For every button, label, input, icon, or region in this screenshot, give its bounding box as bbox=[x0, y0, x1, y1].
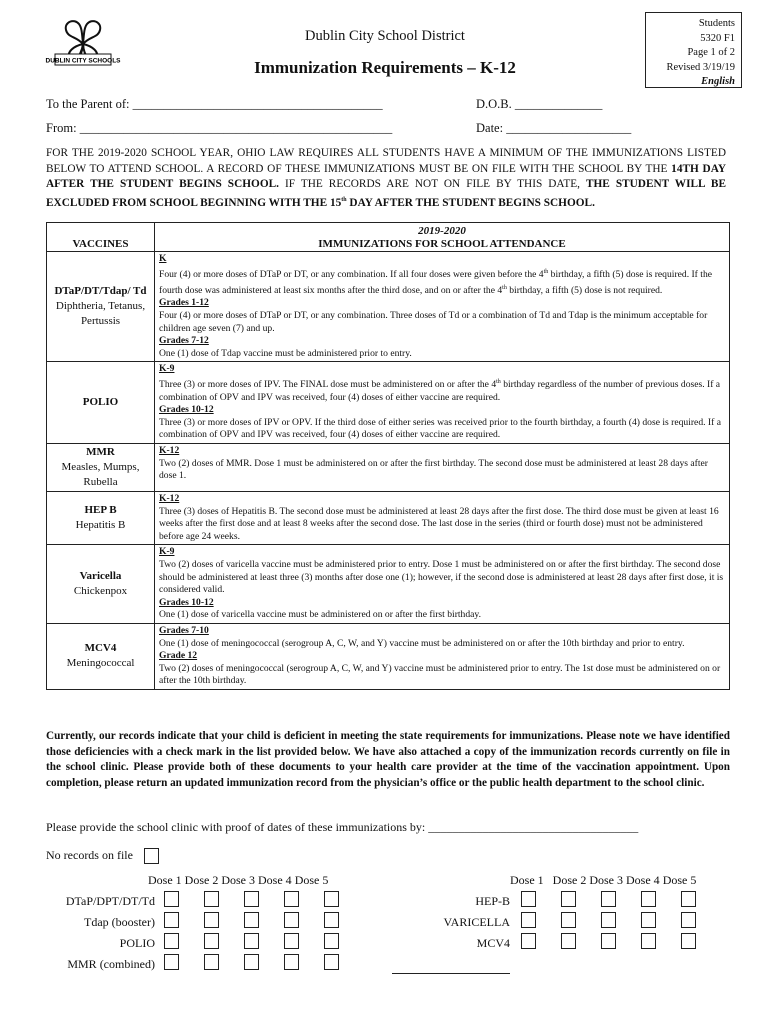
dose-checkbox[interactable] bbox=[641, 912, 656, 928]
intro-paragraph bbox=[46, 146, 726, 211]
grade-label: Grades 10-12 bbox=[159, 596, 214, 608]
requirement-text: Three (3) doses of Hepatitis B. The second dose must be administered at least 28 days after the first dose. The third dose must be given at least 16 weeks after the first dose and at least 8 weeks after the second dose. The last dose in the series (third or fourth dose) must not be administered before age 24 weeks. bbox=[159, 505, 719, 542]
dose-checkbox[interactable] bbox=[204, 912, 219, 928]
dose-checkbox[interactable] bbox=[244, 912, 259, 928]
id-line-3: Page 1 of 2 bbox=[687, 47, 735, 58]
dose-checkbox[interactable] bbox=[324, 891, 339, 907]
vaccine-sub: Measles, Mumps, Rubella bbox=[61, 461, 140, 489]
grade-label: Grade 12 bbox=[159, 650, 198, 662]
vaccine-name: MCV4 bbox=[84, 642, 117, 655]
dose-checkbox[interactable] bbox=[681, 933, 696, 949]
table-header-row bbox=[47, 223, 730, 252]
vaccine-cell bbox=[47, 252, 155, 362]
dose-checkbox[interactable] bbox=[244, 891, 259, 907]
blank-vaccine-line[interactable] bbox=[392, 972, 510, 974]
dose-checkbox[interactable] bbox=[521, 912, 536, 928]
proof-deadline-line: Please provide the school clinic with proof of dates of these immunizations by: ___________________________________ bbox=[46, 820, 639, 834]
requirement-text: Three (3) or more doses of IPV. The FINAL dose must be administered on or after the 4th birthday regardless of the number of previous doses. If a combination of OPV and IPV was received, four (4) doses of either vaccine are required. bbox=[159, 378, 721, 403]
vaccine-cell bbox=[47, 492, 155, 545]
dose-checkbox[interactable] bbox=[601, 891, 616, 907]
vaccine-name: MMR bbox=[86, 446, 115, 459]
dob-field[interactable] bbox=[476, 97, 602, 112]
immunization-table bbox=[46, 222, 730, 690]
vaccines-header: VACCINES bbox=[47, 223, 155, 252]
requirement-cell bbox=[155, 624, 730, 690]
grade-label: Grades 10-12 bbox=[159, 404, 214, 416]
requirement-text: Two (2) doses of meningococcal (serogroup A, C, W, and Y) vaccine must be administered prior to entry. The 1st dose must be administered on or after the 10th birthday. bbox=[159, 662, 721, 687]
dose-header: Dose 3 bbox=[589, 873, 624, 887]
dose-checkbox[interactable] bbox=[204, 954, 219, 970]
grade-label: Grades 7-12 bbox=[159, 335, 209, 347]
requirement-text: Four (4) or more doses of DTaP or DT, or any combination. If all four doses were given before the 4th birthday, a fifth (5) dose is required. If the fourth dose was administered at least six months after the third dose, and on or after the 4th birthday, a fifth (5) dose is not required. bbox=[159, 268, 712, 296]
dose-checkbox[interactable] bbox=[284, 912, 299, 928]
parent-line[interactable]: ________________________________________ bbox=[132, 97, 383, 111]
dose-checkbox[interactable] bbox=[324, 912, 339, 928]
requirement-text: One (1) dose of Tdap vaccine must be administered prior to entry. bbox=[159, 347, 412, 359]
requirement-text: Three (3) or more doses of IPV or OPV. If the third dose of either series was received prior to the fourth birthday, a fourth (4) dose is required. If a combination of OPV and IPV was received, four (4) doses of either vaccine are required. bbox=[159, 416, 721, 441]
dose-checkbox[interactable] bbox=[244, 933, 259, 949]
requirement-text: One (1) dose of varicella vaccine must be administered on or after the first birthday. bbox=[159, 609, 481, 621]
requirements-header bbox=[155, 223, 730, 252]
dose-checkbox[interactable] bbox=[244, 954, 259, 970]
dob-line[interactable]: ______________ bbox=[514, 97, 603, 111]
vaccine-sub: Meningococcal bbox=[66, 657, 135, 670]
dose-checkbox[interactable] bbox=[521, 891, 536, 907]
requirement-text: One (1) dose of meningococcal (serogroup A, C, W, and Y) vaccine must be administered on or after the 10th birthday and prior to entry. bbox=[159, 637, 685, 649]
vaccine-row-label: MCV4 bbox=[476, 936, 510, 950]
intro-bold-3: DAY AFTER THE STUDENT BEGINS SCHOOL. bbox=[346, 196, 595, 209]
dose-checkbox[interactable] bbox=[164, 912, 179, 928]
dose-checkbox[interactable] bbox=[164, 933, 179, 949]
dose-checkbox[interactable] bbox=[284, 954, 299, 970]
header-year: 2019-2020 bbox=[418, 225, 466, 237]
vaccine-row-label: HEP-B bbox=[475, 894, 510, 908]
dose-checkbox[interactable] bbox=[681, 891, 696, 907]
dose-checkbox[interactable] bbox=[681, 912, 696, 928]
date-label: Date: bbox=[476, 121, 504, 135]
requirement-cell bbox=[155, 362, 730, 444]
grade-label: K-12 bbox=[159, 493, 180, 505]
no-records-row bbox=[46, 848, 159, 864]
date-line[interactable]: ____________________ bbox=[506, 121, 632, 135]
grade-label: K bbox=[159, 253, 167, 265]
dose-header: Dose 1 bbox=[510, 873, 544, 887]
table-row bbox=[47, 492, 730, 545]
grade-label: Grades 1-12 bbox=[159, 297, 209, 309]
dose-checkbox[interactable] bbox=[324, 954, 339, 970]
dose-checkbox[interactable] bbox=[601, 933, 616, 949]
dose-header: Dose 4 bbox=[626, 873, 660, 887]
requirement-cell bbox=[155, 252, 730, 362]
table-row bbox=[47, 624, 730, 690]
vaccine-row-label: POLIO bbox=[119, 936, 155, 950]
date-field[interactable] bbox=[476, 121, 631, 136]
dob-label: D.O.B. bbox=[476, 97, 512, 111]
requirement-text: Two (2) doses of varicella vaccine must be administered prior to entry. Dose 1 must be administered on or after the first birthday. The second dose should be administered at least three (3) months after dose one (1); however, if the second dose is administered at least 28 days after first dose, it is considered valid. bbox=[159, 559, 724, 596]
dose-checkbox[interactable] bbox=[561, 912, 576, 928]
table-row bbox=[47, 362, 730, 444]
dose-checkbox[interactable] bbox=[164, 954, 179, 970]
dose-checkbox[interactable] bbox=[601, 912, 616, 928]
dose-checkbox[interactable] bbox=[204, 891, 219, 907]
intro-sup: th bbox=[341, 196, 347, 203]
dose-header: Dose 5 bbox=[662, 873, 697, 887]
id-line-1: Students bbox=[698, 18, 735, 29]
vaccine-row-label: DTaP/DPT/DT/Td bbox=[65, 894, 155, 908]
from-line[interactable]: __________________________________________________ bbox=[79, 121, 393, 135]
vaccine-name: DTaP/DT/Tdap/ Td bbox=[54, 285, 147, 298]
dose-header: Dose 3 bbox=[221, 873, 256, 887]
language-label: English bbox=[701, 76, 735, 87]
vaccine-row-label: Tdap (booster) bbox=[84, 915, 155, 929]
vaccine-name: POLIO bbox=[82, 396, 119, 409]
logo-text: DUBLIN CITY SCHOOLS bbox=[45, 57, 121, 65]
dose-checkbox[interactable] bbox=[641, 891, 656, 907]
grade-label: K-9 bbox=[159, 363, 175, 375]
no-records-checkbox[interactable] bbox=[144, 848, 159, 864]
table-row bbox=[47, 444, 730, 492]
dose-headers-left bbox=[148, 873, 328, 888]
grade-label: K-12 bbox=[159, 445, 180, 457]
dose-checkbox[interactable] bbox=[521, 933, 536, 949]
page-title: Immunization Requirements – K-12 bbox=[254, 58, 516, 77]
table-row bbox=[47, 545, 730, 624]
vaccine-cell bbox=[47, 444, 155, 492]
vaccine-row-label: VARICELLA bbox=[443, 915, 510, 929]
parent-field[interactable] bbox=[46, 97, 383, 112]
grade-label: K-9 bbox=[159, 546, 175, 558]
grade-label: Grades 7-10 bbox=[159, 625, 209, 636]
requirement-cell bbox=[155, 444, 730, 492]
intro-bold-2: THE STUDENT WILL BE EXCLUDED FROM SCHOOL BEGINNING WITH THE 15 bbox=[46, 178, 726, 209]
parent-label: To the Parent of: bbox=[46, 97, 130, 111]
requirement-cell bbox=[155, 492, 730, 545]
table-row bbox=[47, 252, 730, 362]
requirement-text: Four (4) or more doses of DTaP or DT, or any combination. Three doses of Td or a combination of Td and Tdap is the minimum acceptable for children age seven (7) and up. bbox=[159, 309, 708, 334]
dose-header: Dose 4 bbox=[258, 873, 292, 887]
intro-bold-1: 14TH DAY AFTER THE STUDENT BEGINS SCHOOL. bbox=[46, 162, 726, 190]
dose-checkbox[interactable] bbox=[204, 933, 219, 949]
vaccine-cell bbox=[47, 545, 155, 624]
vaccine-sub: Diphtheria, Tetanus, Pertussis bbox=[55, 300, 146, 328]
dose-header: Dose 2 bbox=[552, 873, 587, 887]
dose-header: Dose 2 bbox=[184, 873, 219, 887]
requirement-text: Two (2) doses of MMR. Dose 1 must be administered on or after the first birthday. The second dose must be administered at least 28 days after dose 1. bbox=[159, 457, 708, 482]
vaccine-sub: Chickenpox bbox=[73, 585, 128, 598]
id-line-2: 5320 F1 bbox=[700, 32, 735, 44]
dose-checkbox[interactable] bbox=[284, 891, 299, 907]
deficiency-notice: Currently, our records indicate that your child is deficient in meeting the state requirements for immunizations. Please note we have identified those deficiencies with a check mark in the list provided below. We have also attached a copy of the immunization records currently on file in the school clinic. Please provide both of these documents to your health care provider at the time of the vaccination appointment. Upon completion, please return an updated immunization record from the physician’s office or the public health department to the school clinic. bbox=[46, 730, 730, 789]
intro-text-1: FOR THE 2019-2020 SCHOOL YEAR, OHIO LAW REQUIRES ALL STUDENTS HAVE A MINIMUM OF THE IMMUNIZATIONS LISTED BELOW TO ATTEND SCHOOL. A RECORD OF THESE IMMUNIZATIONS MUST BE ON FILE WITH THE SCHOOL BY THE bbox=[46, 147, 726, 175]
form-id-box bbox=[645, 12, 742, 88]
header-title: IMMUNIZATIONS FOR SCHOOL ATTENDANCE bbox=[318, 237, 566, 250]
vaccine-sub: Hepatitis B bbox=[75, 519, 126, 532]
vaccine-row-label: MMR (combined) bbox=[67, 957, 155, 971]
dose-header: Dose 5 bbox=[294, 873, 329, 887]
requirement-cell bbox=[155, 545, 730, 624]
dose-checkbox[interactable] bbox=[164, 891, 179, 907]
dose-checkbox[interactable] bbox=[284, 933, 299, 949]
dose-headers-right bbox=[510, 873, 696, 888]
vaccine-cell bbox=[47, 624, 155, 690]
from-label: From: bbox=[46, 121, 77, 135]
dose-checkbox[interactable] bbox=[324, 933, 339, 949]
vaccine-name: Varicella bbox=[79, 570, 122, 583]
id-line-4: Revised 3/19/19 bbox=[666, 61, 735, 73]
no-records-label: No records on file bbox=[46, 848, 133, 862]
dose-checkbox[interactable] bbox=[561, 933, 576, 949]
dose-header: Dose 1 bbox=[148, 873, 182, 887]
intro-text-2: IF THE RECORDS ARE NOT ON FILE BY THIS DATE, bbox=[278, 178, 586, 190]
district-name: Dublin City School District bbox=[305, 28, 465, 44]
vaccine-cell bbox=[47, 362, 155, 444]
vaccine-name: HEP B bbox=[84, 504, 117, 517]
dose-checkbox[interactable] bbox=[641, 933, 656, 949]
from-field[interactable] bbox=[46, 121, 392, 136]
dose-checkbox[interactable] bbox=[561, 891, 576, 907]
